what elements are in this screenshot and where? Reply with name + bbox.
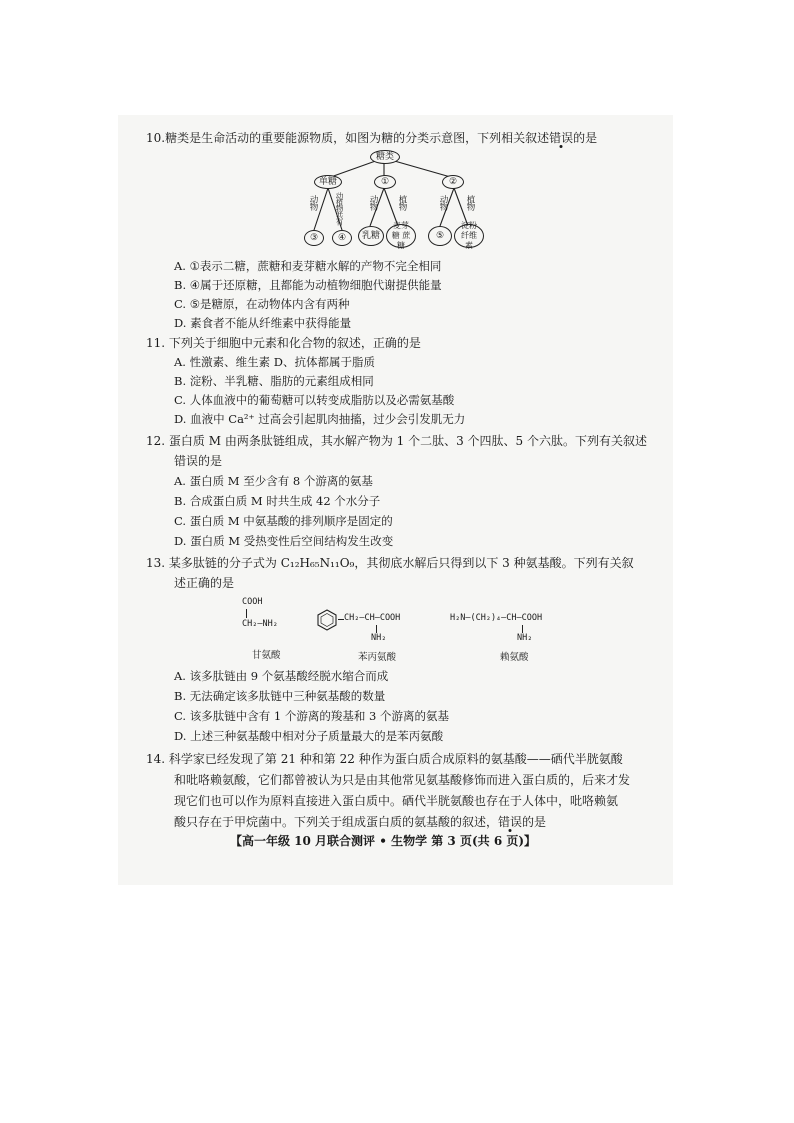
- q10-stem-emphasis: 错误: [549, 131, 574, 145]
- q10-option-b: B. ④属于还原糖，且都能为动植物细胞代谢提供能量: [174, 278, 442, 292]
- q10-stem: [146, 128, 597, 148]
- leaf-starch-cellulose: 淀粉 纤维素: [454, 224, 484, 248]
- lysine-name: 赖氨酸: [500, 652, 529, 663]
- q13-stem-line2: 述正确的是: [174, 576, 235, 590]
- q12-stem-line2: 错误的是: [174, 454, 223, 468]
- q12-stem-line1: 12. 蛋白质 M 由两条肽链组成，其水解产物为 1 个二肽、3 个四肽、5 个六肽。下列有关叙述: [146, 434, 647, 448]
- leaf-5: ⑤: [428, 226, 452, 246]
- q13-option-b: B. 无法确定该多肽链中三种氨基酸的数量: [174, 689, 386, 703]
- q14-line1: 14. 科学家已经发现了第 21 种和第 22 种作为蛋白质合成原料的氨基酸——硒代半胱氨酸: [146, 752, 623, 766]
- lysine-nh2: NH₂: [517, 633, 533, 643]
- q14-line4-text: 酸只存在于甲烷菌中。下列关于组成蛋白质的氨基酸的叙述，: [174, 815, 499, 829]
- phenylalanine-nh2: NH₂: [371, 633, 387, 643]
- q14-line4-end: 的是: [522, 815, 547, 829]
- label-shared: 动植物共有: [335, 192, 344, 225]
- q11-stem: 11. 下列关于细胞中元素和化合物的叙述，正确的是: [146, 336, 421, 350]
- q12-option-a: A. 蛋白质 M 至少含有 8 个游离的氨基: [174, 474, 373, 488]
- q13-option-d: D. 上述三种氨基酸中相对分子质量最大的是苯丙氨酸: [174, 729, 444, 743]
- q11-option-b: B. 淀粉、半乳糖、脂肪的元素组成相同: [174, 374, 374, 388]
- lysine-bond: [522, 625, 523, 633]
- q12-option-c: C. 蛋白质 M 中氨基酸的排列顺序是固定的: [174, 514, 393, 528]
- q12-option-d: D. 蛋白质 M 受热变性后空间结构发生改变: [174, 534, 394, 548]
- q14-line4: [174, 812, 546, 832]
- q14-line2: 和吡咯赖氨酸，它们都曾被认为只是由其他常见氨基酸修饰而进入蛋白质的，后来才发: [174, 773, 631, 787]
- phenylalanine-bond: [376, 625, 377, 633]
- glycine-bond: [246, 609, 247, 618]
- q13-stem-line1: 13. 某多肽链的分子式为 C₁₂H₆₅N₁₁O₉，其彻底水解后只得到以下 3 种氨基酸。下列有关叙: [146, 556, 634, 570]
- glycine-name: 甘氨酸: [252, 650, 281, 661]
- q10-option-a: A. ①表示二糖，蔗糖和麦芽糖水解的产物不完全相同: [174, 259, 442, 273]
- leaf-3: ③: [304, 230, 324, 246]
- sugar-classification-diagram: [300, 148, 480, 248]
- q11-option-d: D. 血液中 Ca²⁺ 过高会引起肌肉抽搐，过少会引发肌无力: [174, 412, 466, 426]
- node-1: ①: [374, 175, 396, 189]
- label-animal-1: 动物: [308, 195, 318, 210]
- q10-stem-end: 的是: [573, 131, 598, 145]
- q13-option-c: C. 该多肽链中含有 1 个游离的羧基和 3 个游离的氨基: [174, 709, 449, 723]
- phenylalanine-chain: CH₂—CH—COOH: [344, 613, 401, 623]
- q12-option-b: B. 合成蛋白质 M 时共生成 42 个水分子: [174, 494, 381, 508]
- q11-option-a: A. 性激素、维生素 D、抗体都属于脂质: [174, 355, 375, 369]
- leaf-4: ④: [332, 230, 352, 246]
- q11-option-c: C. 人体血液中的葡萄糖可以转变成脂肪以及必需氨基酸: [174, 393, 455, 407]
- label-animal-3: 动物: [438, 195, 448, 210]
- q13-option-a: A. 该多肽链由 9 个氨基酸经脱水缩合而成: [174, 669, 389, 683]
- glycine-cooh: COOH: [242, 597, 263, 607]
- node-monosaccharide: 单糖: [314, 175, 342, 189]
- page-footer: 【高一年级 10 月联合测评 • 生物学 第 3 页(共 6 页)】: [230, 834, 537, 848]
- q10-stem-text: 10.糖类是生命活动的重要能源物质，如图为糖的分类示意图，下列相关叙述: [146, 131, 550, 145]
- node-root: 糖类: [370, 150, 400, 164]
- benzene-ring-icon: [316, 609, 338, 631]
- amino-acid-structures: [230, 593, 580, 663]
- q10-option-d: D. 素食者不能从纤维素中获得能量: [174, 316, 352, 330]
- q14-line3: 现它们也可以作为原料直接进入蛋白质中。硒代半胱氨酸也存在于人体中，吡咯赖氨: [174, 794, 619, 808]
- label-plant-3: 植物: [465, 195, 475, 210]
- q14-emphasis: 错误: [498, 815, 523, 829]
- glycine-ch2nh2: CH₂—NH₂: [242, 619, 278, 629]
- leaf-maltose-sucrose: 麦芽糖 蔗糖: [386, 224, 416, 248]
- label-animal-2: 动物: [368, 195, 378, 210]
- q10-option-c: C. ⑤是糖原，在动物体内含有两种: [174, 297, 350, 311]
- leaf-lactose: 乳糖: [358, 226, 384, 246]
- lysine-chain: H₂N—(CH₂)₄—CH—COOH: [450, 613, 543, 623]
- label-plant-2: 植物: [397, 195, 407, 210]
- phenylalanine-name: 苯丙氨酸: [358, 652, 397, 663]
- node-2: ②: [442, 175, 464, 189]
